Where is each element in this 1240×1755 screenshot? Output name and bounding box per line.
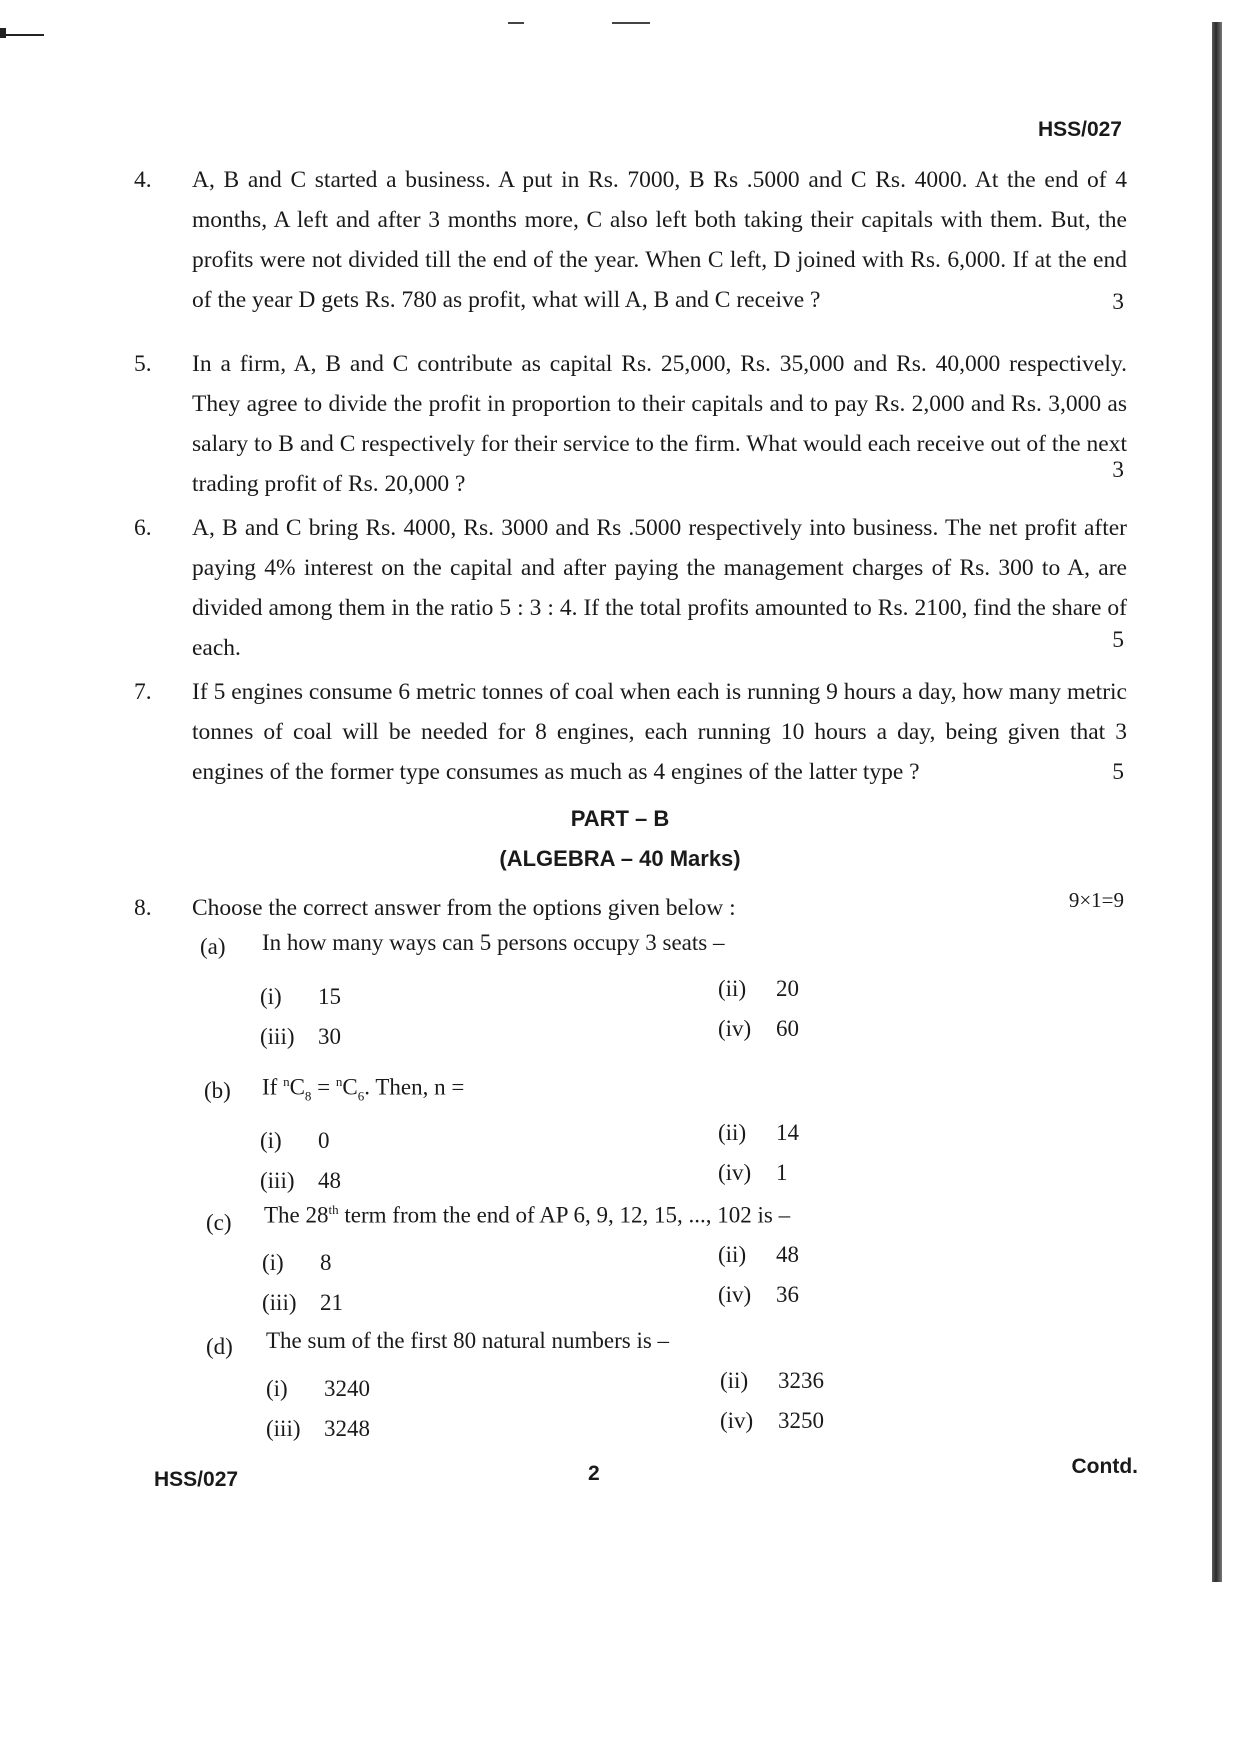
scan-mark [612,22,650,24]
question-number: 8. [134,895,152,921]
question-text: A, B and C bring Rs. 4000, Rs. 3000 and Rs .5000 respectively into business. The net profit after paying 4% interest on the capital and after paying the management charges of Rs. 300 to A, are divided among them in the ratio 5 : 3 : 4. If the total profits amounted to Rs. 2100, find the share of each. [192,515,1127,661]
paper-code-footer: HSS/027 [154,1468,239,1491]
option: (iii) 21 [262,1290,343,1315]
question-marks: 3 [1112,457,1124,483]
paper-code-header: HSS/027 [1037,118,1122,141]
option: (iii) 3248 [266,1416,370,1441]
option: (i) 0 [260,1128,330,1153]
option: (ii) 20 [718,976,799,1001]
part-label: (c) [206,1210,232,1235]
question-marks: 9×1=9 [1068,888,1124,912]
question-text: In a firm, A, B and C contribute as capital Rs. 25,000, Rs. 35,000 and Rs. 40,000 respectively. They agree to divide the profit in proportion to their capitals and to pay Rs. 2,000 and Rs. 3,000 as salary to B and C respectively for their service to the firm. What would each receive out of the next trading profit of Rs. 20,000 ? [192,351,1127,497]
option: (i) 3240 [266,1376,370,1401]
option: (iii) 30 [260,1024,341,1049]
part-label: (b) [204,1078,231,1103]
part-label: (d) [206,1334,233,1359]
question-number: 4. [134,167,152,193]
question-number: 6. [134,515,152,541]
option: (ii) 3236 [720,1368,824,1393]
question-marks: 5 [1112,759,1124,785]
part-question: If $^nC_8 = ^nC_6$. Then, n = [262,1074,465,1104]
option: (i) 8 [262,1250,332,1275]
part-question: The sum of the first 80 natural numbers is – [266,1328,670,1353]
question-marks: 5 [1112,627,1124,653]
scan-mark [0,28,6,38]
question-text: Choose the correct answer from the options given below : [192,895,736,921]
continued-note: Contd. [1071,1455,1138,1478]
part-question: The 28th term from the end of AP 6, 9, 12, 15, ..., 102 is – [264,1202,791,1228]
part-question: In how many ways can 5 persons occupy 3 seats – [262,930,725,955]
option: (iv) 36 [718,1282,799,1307]
question-text: A, B and C started a business. A put in Rs. 7000, B Rs .5000 and C Rs. 4000. At the end of 4 months, A left and after 3 months more, C also left both taking their capitals with them. But, the profits were not divided till the end of the year. When C left, D joined with Rs. 6,000. If at the end of the year D gets Rs. 780 as profit, what will A, B and C receive ? [192,167,1127,313]
option: (i) 15 [260,984,341,1009]
question-text: If 5 engines consume 6 metric tonnes of coal when each is running 9 hours a day, how many metric tonnes of coal will be needed for 8 engines, each running 10 hours a day, being given that 3 engines of the former type consumes as much as 4 engines of the latter type ? [192,679,1127,785]
part-b-title: PART – B [570,806,670,831]
option: (iv) 60 [718,1016,799,1041]
option: (iii) 48 [260,1168,341,1193]
scan-edge [1212,22,1222,1582]
question-number: 5. [134,351,152,377]
option: (iv) 1 [718,1160,788,1185]
option: (ii) 14 [718,1120,799,1145]
question-number: 7. [134,679,152,705]
option: (iv) 3250 [720,1408,824,1433]
part-label: (a) [200,934,226,959]
scan-mark [0,34,44,36]
part-b-subtitle: (ALGEBRA – 40 Marks) [499,846,741,871]
question-marks: 3 [1112,289,1124,315]
page-number: 2 [588,1462,600,1485]
scan-mark [508,22,524,24]
option: (ii) 48 [718,1242,799,1267]
